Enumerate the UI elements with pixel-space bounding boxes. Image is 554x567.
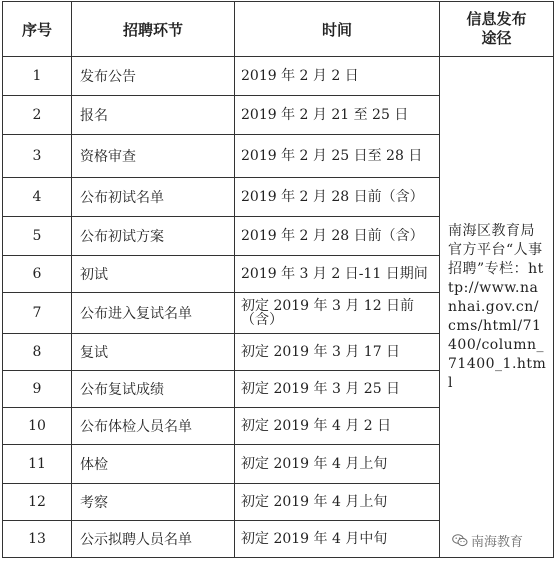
header-time: 时间 [235,2,440,57]
row-no: 7 [3,293,72,334]
row-no: 10 [3,408,72,445]
table-row [3,57,554,96]
row-step: 报名 [72,96,235,135]
watermark [452,531,523,550]
row-time: 初定 2019 年 3 月 17 日 [235,334,440,371]
row-no: 5 [3,217,72,256]
row-step: 发布公告 [72,57,235,96]
row-no: 13 [3,521,72,558]
row-step: 公布体检人员名单 [72,408,235,445]
row-no: 9 [3,371,72,408]
row-time: 初定 2019 年 3 月 12 日前（含） [235,293,440,334]
channel-cell: 南海区教育局官方平台“人事招聘”专栏：http://www.nanhai.gov.cn/cms/html/71400/column_71400_1.html [440,57,554,558]
row-step: 公布初试名单 [72,178,235,217]
row-no: 3 [3,135,72,178]
row-step: 考察 [72,484,235,521]
row-no: 12 [3,484,72,521]
row-no: 1 [3,57,72,96]
header-channel [440,2,554,57]
row-no: 4 [3,178,72,217]
watermark-text: 南海教育 [471,535,524,550]
row-time: 2019 年 2 月 21 至 25 日 [235,96,440,135]
row-step: 公布进入复试名单 [72,293,235,334]
row-step: 初试 [72,256,235,293]
row-time: 初定 2019 年 3 月 25 日 [235,371,440,408]
header-channel-line2: 途径 [481,29,512,47]
row-time: 2019 年 2 月 25 日至 28 日 [235,135,440,178]
row-step: 公示拟聘人员名单 [72,521,235,558]
row-time: 初定 2019 年 4 月 2 日 [235,408,440,445]
table-header-row [3,2,554,57]
row-time: 初定 2019 年 4 月上旬 [235,445,440,484]
row-step: 资格审查 [72,135,235,178]
row-no: 2 [3,96,72,135]
wechat-icon [452,534,468,547]
row-time: 初定 2019 年 4 月中旬 [235,521,440,558]
row-step: 体检 [72,445,235,484]
row-step: 复试 [72,334,235,371]
row-step: 公布初试方案 [72,217,235,256]
header-channel-line1: 信息发布 [466,10,527,28]
row-step: 公布复试成绩 [72,371,235,408]
row-time: 2019 年 2 月 2 日 [235,57,440,96]
row-no: 6 [3,256,72,293]
header-no: 序号 [3,2,72,57]
recruitment-schedule-table [2,1,554,558]
row-time: 2019 年 2 月 28 日前（含） [235,178,440,217]
row-time: 初定 2019 年 4 月上旬 [235,484,440,521]
row-time: 2019 年 3 月 2 日-11 日期间 [235,256,440,293]
header-step: 招聘环节 [72,2,235,57]
row-no: 11 [3,445,72,484]
row-no: 8 [3,334,72,371]
row-time: 2019 年 2 月 28 日前（含） [235,217,440,256]
